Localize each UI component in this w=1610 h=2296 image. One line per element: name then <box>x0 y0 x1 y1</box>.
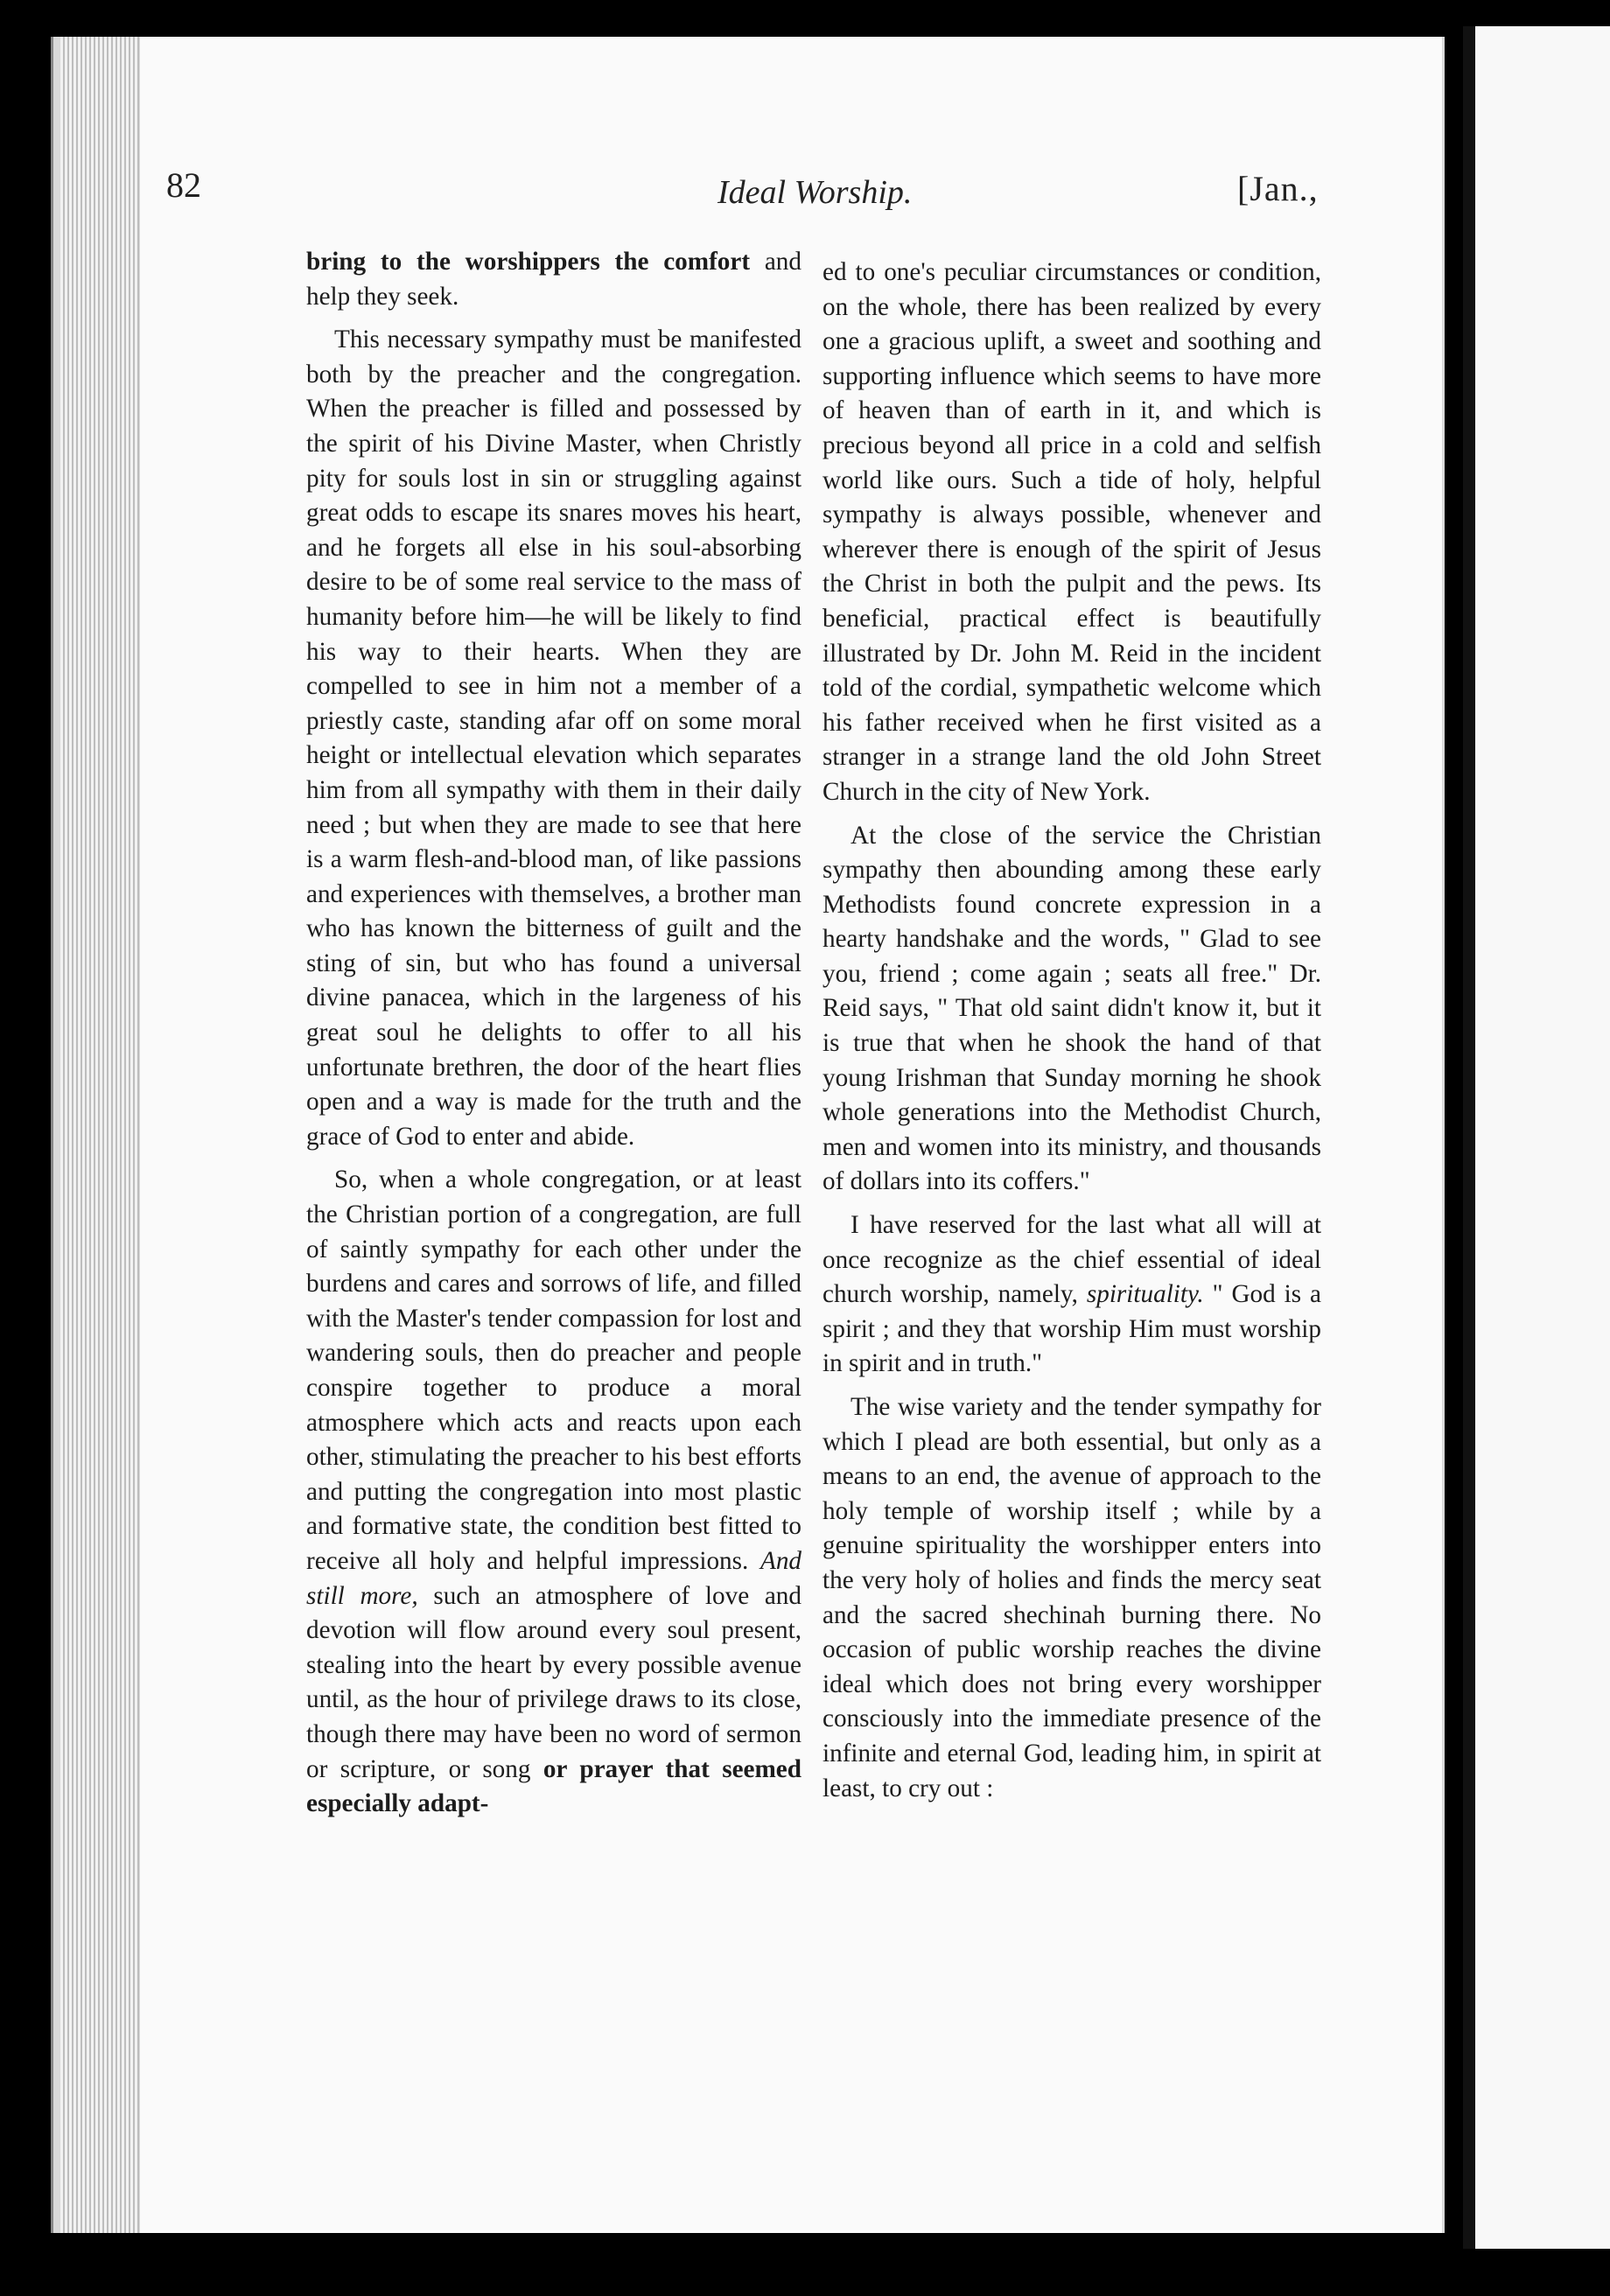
right-column <box>822 256 1321 1806</box>
text-run: and help they seek. <box>306 248 802 311</box>
next-page-edge <box>1463 26 1610 2249</box>
paragraph-john-street: At the close of the service the Christian sympathy then abounding among these early Methodists found concrete expression in a hearty handshake and the words, " Glad to see you, friend ; come again ; seats all free." Dr. Reid says, " That old saint didn't know it, but it is true that when he shook the hand of that young Irishman that Sunday morning he shook whole generations into the Methodist Church, men and women into its ministry, and thousands of dollars into its coffers." <box>822 821 1321 1196</box>
italic-phrase: And still more, <box>306 1546 802 1610</box>
bold-line: or prayer that seemed especially adapt- <box>306 1754 802 1818</box>
text-run: So, when a whole congregation, or at least the Christian portion of a congregation, are full of saintly sympathy for each other under the burdens and cares and sorrows of life, and filled with the Master's tender compassion for lost and wandering souls, then do preacher and people conspire together to produce a moral atmosphere which acts and reacts upon each other, stimulating the preacher to his best efforts and putting the congregation into most plastic and formative state, the condition best fitted to receive all holy and helpful impressions. <box>306 1166 802 1575</box>
running-month: [Jan., <box>1237 169 1319 208</box>
bold-line: bring to the worshippers the comfort <box>306 248 751 276</box>
italic-phrase: spirituality. <box>1086 1280 1204 1309</box>
text-run: I have reserved for the last what all will at once recognize as the chief essential of ideal church worship, namely, <box>822 1211 1321 1309</box>
paragraph-continuation: ed to one's peculiar circumstances or condition, on the whole, there has been realized by every one a gracious uplift, a sweet and soothing and supporting influence which seems to have more of heaven than of earth in it, and which is precious beyond all price in a cold and selfish world like ours. Such a tide of holy, helpful sympathy is always possible, whenever and wherever there is enough of the spirit of Jesus the Christ in both the pulpit and the pews. Its beneficial, practical effect is beautifully illustrated by Dr. John M. Reid in the incident told of the cordial, sympathetic welcome which his father received when he first visited as a stranger in a strange land the old John Street Church in the city of New York. <box>822 258 1321 806</box>
text-run: such an atmosphere of love and devotion will flow around every soul present, stealing into the heart by every possible avenue until, as the hour of privilege draws to its close, though there may have been no word of sermon or scripture, or song <box>306 1581 802 1783</box>
paragraph-congregation <box>306 1163 802 1821</box>
paragraph-continuation <box>306 245 802 314</box>
paragraph-spirituality <box>822 1208 1321 1382</box>
left-column <box>306 245 802 1822</box>
paragraph-variety: The wise variety and the tender sympathy for which I plead are both essential, but only as a means to an end, the avenue of approach to the holy temple of worship itself ; while by a genuine spirituality the worshipper enters into the very holy of holies and finds the mercy seat and the sacred shechinah burning there. No occasion of public worship reaches the divine ideal which does not bring every worshipper consciously into the immediate presence of the infinite and eternal God, leading him, in spirit at least, to cry out : <box>822 1393 1321 1802</box>
paragraph-sympathy: This necessary sympathy must be manifested both by the preacher and the congregation. When the preacher is filled and possessed by the spirit of his Divine Master, when Christly pity for souls lost in sin or struggling against great odds to escape its snares moves his heart, and he forgets all else in his soul-absorbing desire to be of some real service to the mass of humanity before him—he will be likely to find his way to their hearts. When they are compelled to see in him not a member of a priestly caste, standing afar off on some moral height or intellectual elevation which separates him from all sympathy with them in their daily need ; but when they are made to see that here is a warm flesh-and-blood man, of like passions and experiences with themselves, a brother man who has known the bitterness of guilt and the sting of sin, but who has found a universal divine panacea, which in the largeness of his great soul he delights to offer to all his unfortunate brethren, the door of the heart flies open and a way is made for the truth and the grace of God to enter and abide. <box>306 326 802 1151</box>
page-number: 82 <box>166 165 201 205</box>
text-run: " God is a spirit ; and they that worship Him must worship in spirit and in truth." <box>822 1280 1322 1378</box>
running-title: Ideal Worship. <box>718 174 913 211</box>
